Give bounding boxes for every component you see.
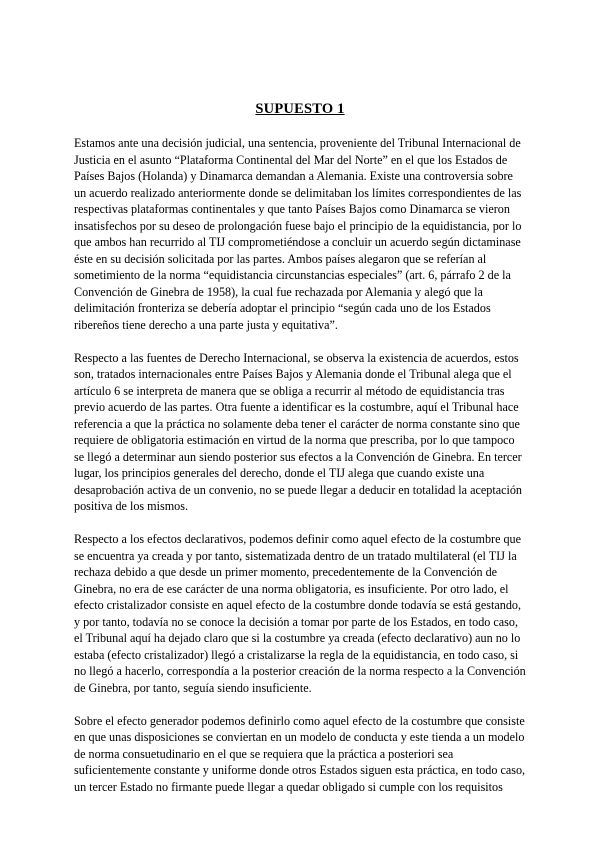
paragraph-2: Respecto a las fuentes de Derecho Internacional, se observa la existencia de acuerdos, estos son, tratados internacionales entre Países Bajos y Alemania donde el Tribunal alega que el artículo 6 se interpreta de manera que se obliga a recurrir al método de equidistancia tras previo acuerdo de las partes. Otra fuente a identificar es la costumbre, aquí el Tribunal hace referencia a que la práctica no solamente deba tener el carácter de norma constante sino que requiere de obligatoria estimación en virtud de la norma que prescriba, por lo que tampoco se llegó a determinar aun siendo posterior sus efectos a la Convención de Ginebra. En tercer lugar, los principios generales del derecho, donde el TIJ alega que cuando existe una desaprobación activa de un convenio, no se puede llegar a deducir en totalidad la aceptación positiva de los mismos.: [74, 350, 523, 513]
paragraph-4: Sobre el efecto generador podemos definirlo como aquel efecto de la costumbre que consiste en que unas disposiciones se conviertan en un modelo de conducta y este tienda a un modelo de norma consuetudinario en el que se requiera que la práctica a posteriori sea suficientemente constante y uniforme donde otros Estados siguen esta práctica, en todo caso, un tercer Estado no firmante puede llegar a quedar obligado si cumple con los requisitos: [74, 713, 526, 794]
paragraph-1: Estamos ante una decisión judicial, una sentencia, proveniente del Tribunal Internacional de Justicia en el asunto “Plataforma Continental del Mar del Norte” en el que los Estados de Países Bajos (Holanda) y Dinamarca demandan a Alemania. Existe una controversia sobre un acuerdo realizado anteriormente donde se delimitaban los límites correspondientes de las respectivas plataformas continentales y que tanto Países Bajos como Dinamarca se vieron insatisfechos por su deseo de prolongación fuese bajo el principio de la equidistancia, por lo que ambos han recurrido al TIJ comprometiéndose a concluir un acuerdo según dictaminase éste en su decisión solicitada por las partes. Ambos países alegaron que se referían al sometimiento de la norma “equidistancia circunstancias especiales” (art. 6, párrafo 2 de la Convención de Ginebra de 1958), la cual fue rechazada por Alemania y alegó que la delimitación fronteriza se debería adoptar el principio “según cada uno de los Estados ribereños tiene derecho a una parte justa y equitativa”.: [74, 136, 522, 332]
paragraph-3: Respecto a los efectos declarativos, podemos definir como aquel efecto de la costumbre que se encuentra ya creada y por tanto, sistematizada dentro de un tratado multilateral (el TIJ la rechaza debido a que desde un primer momento, precedentemente de la Convención de Ginebra, no era de ese carácter de una norma obligatoria, es insuficiente. Por otro lado, el efecto cristalizador consiste en aquel efecto de la costumbre donde todavía se está gestando, y por tanto, todavía no se conoce la decisión a tomar por parte de los Estados, en todo caso, el Tribunal aquí ha dejado claro que si la costumbre ya creada (efecto declarativo) aun no lo estaba (efecto cristalizador) llegó a cristalizarse la regla de la equidistancia, en todo caso, si no llegó a hacerlo, correspondía a la posterior creación de la norma respecto a la Convención de Ginebra, por tanto, seguía siendo insuficiente.: [74, 532, 526, 695]
document-title: SUPUESTO 1: [255, 101, 345, 117]
document-body: [74, 135, 526, 812]
